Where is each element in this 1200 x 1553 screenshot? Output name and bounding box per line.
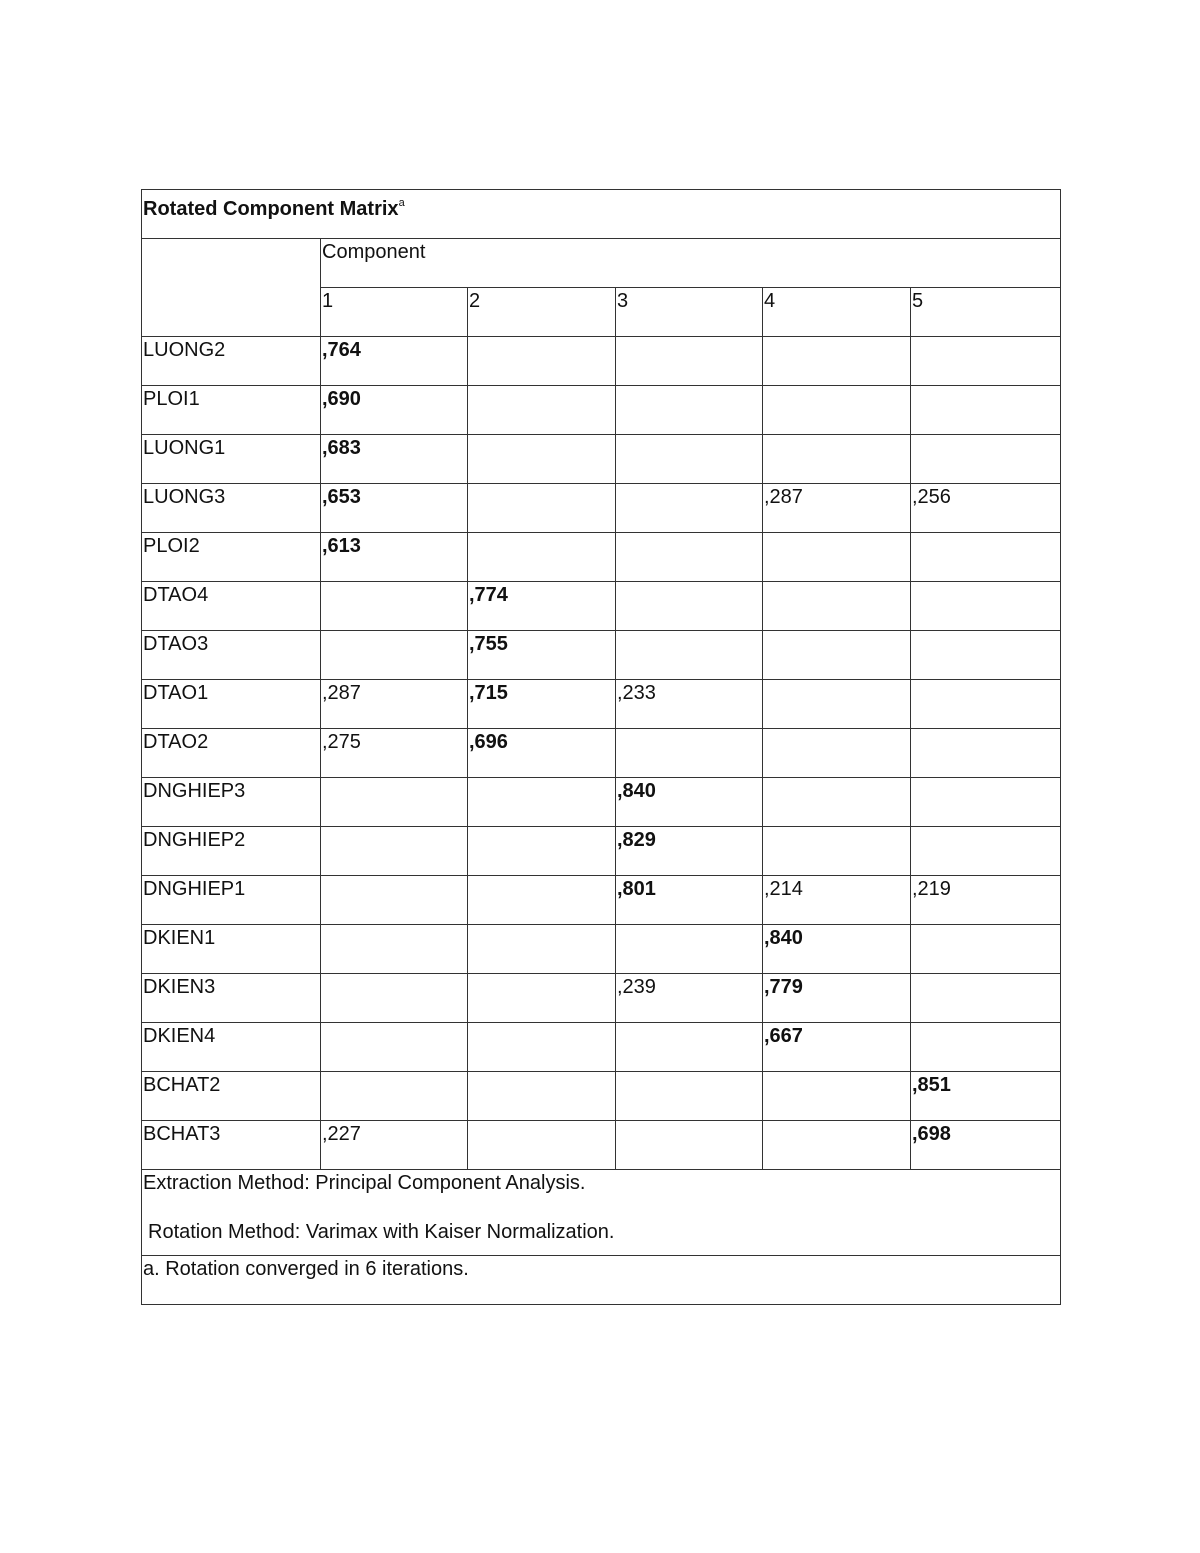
loading-cell (321, 827, 468, 876)
extraction-notes-cell (142, 1170, 1061, 1256)
loading-cell (911, 1023, 1061, 1072)
loading-cell (763, 435, 911, 484)
loading-cell (468, 876, 616, 925)
loading-cell: ,840 (763, 925, 911, 974)
loading-cell: ,690 (321, 386, 468, 435)
loading-cell (321, 925, 468, 974)
loading-cell: ,764 (321, 337, 468, 386)
loading-cell (321, 1023, 468, 1072)
loading-cell (616, 925, 763, 974)
loading-cell (911, 925, 1061, 974)
loading-cell (468, 827, 616, 876)
loading-cell: ,275 (321, 729, 468, 778)
loading-cell (911, 582, 1061, 631)
loading-cell: ,239 (616, 974, 763, 1023)
loading-cell (468, 435, 616, 484)
loading-cell (321, 974, 468, 1023)
variable-label: BCHAT2 (142, 1072, 321, 1121)
loading-cell: ,851 (911, 1072, 1061, 1121)
variable-label: DKIEN1 (142, 925, 321, 974)
loading-cell (763, 386, 911, 435)
variable-label: DNGHIEP1 (142, 876, 321, 925)
extraction-method-note: Extraction Method: Principal Component Analysis. (143, 1172, 586, 1194)
table-row (142, 925, 1061, 974)
loading-cell (911, 435, 1061, 484)
loading-cell: ,256 (911, 484, 1061, 533)
loading-cell (911, 729, 1061, 778)
loading-cell (321, 778, 468, 827)
extraction-notes-row (142, 1170, 1061, 1256)
loading-cell (911, 827, 1061, 876)
component-header-row (142, 239, 1061, 288)
loading-cell (616, 337, 763, 386)
variable-label: DKIEN3 (142, 974, 321, 1023)
loading-cell: ,774 (468, 582, 616, 631)
loading-cell (616, 631, 763, 680)
variable-label: LUONG1 (142, 435, 321, 484)
title-row (142, 190, 1061, 239)
table-title: Rotated Component Matrix (143, 198, 399, 220)
loading-cell: ,829 (616, 827, 763, 876)
loading-cell (321, 1072, 468, 1121)
footnote-cell (142, 1256, 1061, 1305)
variable-label: PLOI2 (142, 533, 321, 582)
loading-cell (763, 337, 911, 386)
variable-label: LUONG2 (142, 337, 321, 386)
loading-cell (763, 533, 911, 582)
table-row (142, 680, 1061, 729)
variable-label: DTAO3 (142, 631, 321, 680)
table-row (142, 729, 1061, 778)
rotated-component-matrix-table (141, 189, 1061, 1305)
loading-cell (616, 533, 763, 582)
loading-cell: ,840 (616, 778, 763, 827)
variable-label: BCHAT3 (142, 1121, 321, 1170)
loading-cell (321, 582, 468, 631)
table-row (142, 827, 1061, 876)
loading-cell (468, 484, 616, 533)
loading-cell (468, 1072, 616, 1121)
loading-cell: ,227 (321, 1121, 468, 1170)
loading-cell (763, 582, 911, 631)
variable-label: DKIEN4 (142, 1023, 321, 1072)
variable-label: DNGHIEP2 (142, 827, 321, 876)
loading-cell (616, 386, 763, 435)
loading-cell (616, 729, 763, 778)
loading-cell: ,683 (321, 435, 468, 484)
table-row (142, 435, 1061, 484)
table-body (142, 190, 1061, 1305)
loading-cell (911, 533, 1061, 582)
loading-cell (468, 974, 616, 1023)
loading-cell: ,613 (321, 533, 468, 582)
variable-label: DNGHIEP3 (142, 778, 321, 827)
table-row (142, 484, 1061, 533)
table-row (142, 386, 1061, 435)
loading-cell (468, 778, 616, 827)
table-title-cell (142, 190, 1061, 239)
loading-cell: ,755 (468, 631, 616, 680)
loading-cell (911, 631, 1061, 680)
component-number: 3 (616, 288, 763, 337)
loading-cell: ,779 (763, 974, 911, 1023)
component-number: 2 (468, 288, 616, 337)
table-row (142, 582, 1061, 631)
table-row (142, 337, 1061, 386)
loading-cell: ,715 (468, 680, 616, 729)
table-row (142, 974, 1061, 1023)
loading-cell (763, 631, 911, 680)
loading-cell (911, 337, 1061, 386)
table-row (142, 631, 1061, 680)
variable-label: DTAO4 (142, 582, 321, 631)
loading-cell: ,696 (468, 729, 616, 778)
loading-cell (911, 974, 1061, 1023)
loading-cell (468, 386, 616, 435)
loading-cell (616, 435, 763, 484)
variable-label: DTAO2 (142, 729, 321, 778)
rotation-method-note: Rotation Method: Varimax with Kaiser Normalization. (148, 1221, 615, 1243)
loading-cell (321, 631, 468, 680)
loading-cell (616, 1023, 763, 1072)
loading-cell (616, 484, 763, 533)
loading-cell: ,667 (763, 1023, 911, 1072)
loading-cell (616, 582, 763, 631)
loading-cell: ,698 (911, 1121, 1061, 1170)
loading-cell (763, 680, 911, 729)
table-row (142, 1072, 1061, 1121)
loading-cell: ,233 (616, 680, 763, 729)
loading-cell (763, 778, 911, 827)
rotation-footnote: a. Rotation converged in 6 iterations. (143, 1258, 469, 1280)
row-label-header-cell (142, 239, 321, 337)
loading-cell (763, 729, 911, 778)
variable-label: LUONG3 (142, 484, 321, 533)
loading-cell: ,214 (763, 876, 911, 925)
table-row (142, 778, 1061, 827)
loading-cell (911, 680, 1061, 729)
table-row (142, 533, 1061, 582)
variable-label: PLOI1 (142, 386, 321, 435)
loading-cell: ,287 (321, 680, 468, 729)
loading-cell: ,219 (911, 876, 1061, 925)
variable-label: DTAO1 (142, 680, 321, 729)
loading-cell (468, 925, 616, 974)
loading-cell (911, 386, 1061, 435)
component-number: 5 (911, 288, 1061, 337)
footnote-row (142, 1256, 1061, 1305)
loading-cell (763, 827, 911, 876)
loading-cell (763, 1072, 911, 1121)
table-row (142, 1023, 1061, 1072)
loading-cell: ,801 (616, 876, 763, 925)
loading-cell: ,653 (321, 484, 468, 533)
table-row (142, 876, 1061, 925)
loading-cell: ,287 (763, 484, 911, 533)
table-row (142, 1121, 1061, 1170)
loading-cell (911, 778, 1061, 827)
loading-cell (763, 1121, 911, 1170)
loading-cell (616, 1121, 763, 1170)
title-footnote-marker: a (398, 197, 405, 209)
component-number: 4 (763, 288, 911, 337)
component-header: Component (321, 239, 1061, 288)
loading-cell (468, 533, 616, 582)
component-number: 1 (321, 288, 468, 337)
loading-cell (468, 1121, 616, 1170)
loading-cell (616, 1072, 763, 1121)
loading-cell (321, 876, 468, 925)
loading-cell (468, 337, 616, 386)
loading-cell (468, 1023, 616, 1072)
